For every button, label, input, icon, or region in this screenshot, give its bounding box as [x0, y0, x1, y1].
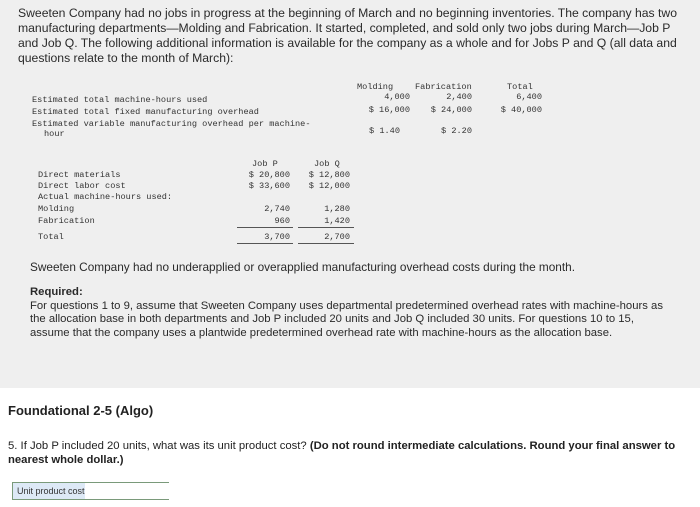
cell-value: 2,700	[324, 232, 350, 242]
col-header-fabrication: Fabrication	[415, 82, 472, 92]
question-instruction: (Do not round intermediate calculations. Round your final answer to nearest whole dollar.)	[8, 440, 676, 466]
row-label: Total	[38, 232, 64, 242]
row-label: Estimated total fixed manufacturing overhead	[32, 107, 259, 117]
cell-value: 2,740	[264, 204, 290, 214]
question-text: 5. If Job P included 20 units, what was its unit product cost?	[8, 440, 310, 452]
unit-product-cost-input[interactable]	[85, 483, 170, 499]
required-text: For questions 1 to 9, assume that Sweeten Company uses departmental predetermined overhead rates with machine-hours as the allocation base in both departments and Job P included 20 units and Job Q included 30 units. For questions 10 to 15, assume that the company uses a plantwide predetermined overhead rate with machine-hours as the allocation base.	[30, 299, 663, 339]
cell-value: $ 40,000	[500, 105, 542, 115]
cell-value: $ 16,000	[368, 105, 410, 115]
cell-value: 6,400	[516, 92, 542, 102]
cell-value: $ 12,000	[308, 181, 350, 191]
cell-value: $ 12,800	[308, 170, 350, 180]
total-divider	[298, 227, 354, 228]
required-title: Required:	[30, 286, 83, 298]
row-label: Estimated variable manufacturing overhead per machine-	[32, 119, 311, 129]
problem-intro: Sweeten Company had no jobs in progress at the beginning of March and no beginning inventories. The company has two manufacturing departments—Molding and Fabrication. It started, completed, and sold only two jobs during March—Job P and Job Q. The following additional information is available for the company as a whole and for Jobs P and Q (all data and questions relate to the month of March):	[18, 6, 677, 65]
answer-row	[12, 482, 169, 500]
row-label: Estimated total machine-hours used	[32, 95, 208, 105]
cell-value: $ 33,600	[248, 181, 290, 191]
total-divider	[237, 227, 293, 228]
row-label: Direct materials	[38, 170, 121, 180]
col-header-molding: Molding	[357, 82, 394, 92]
cell-value: 960	[274, 216, 290, 226]
col-header-job-p: Job P	[252, 159, 278, 169]
cell-value: $ 20,800	[248, 170, 290, 180]
row-label: Fabrication	[38, 216, 95, 226]
section-title: Foundational 2-5 (Algo)	[8, 403, 154, 418]
cell-value: 2,400	[446, 92, 472, 102]
cell-value: 1,280	[324, 204, 350, 214]
cell-value: $ 24,000	[430, 105, 472, 115]
cell-value: 1,420	[324, 216, 350, 226]
question	[8, 440, 688, 467]
row-label: Direct labor cost	[38, 181, 126, 191]
answer-label: Unit product cost	[13, 483, 89, 499]
cell-value: $ 1.40	[369, 126, 400, 136]
row-label: hour	[44, 129, 65, 139]
col-header-job-q: Job Q	[314, 159, 340, 169]
required-section	[30, 286, 670, 340]
col-header-total: Total	[507, 82, 533, 92]
row-label: Actual machine-hours used:	[38, 192, 173, 202]
total-underline	[298, 243, 354, 244]
total-underline	[237, 243, 293, 244]
cell-value: $ 2.20	[441, 126, 472, 136]
cell-value: 3,700	[264, 232, 290, 242]
overhead-note: Sweeten Company had no underapplied or overapplied manufacturing overhead costs during the month.	[30, 260, 575, 274]
row-label: Molding	[38, 204, 75, 214]
cell-value: 4,000	[384, 92, 410, 102]
